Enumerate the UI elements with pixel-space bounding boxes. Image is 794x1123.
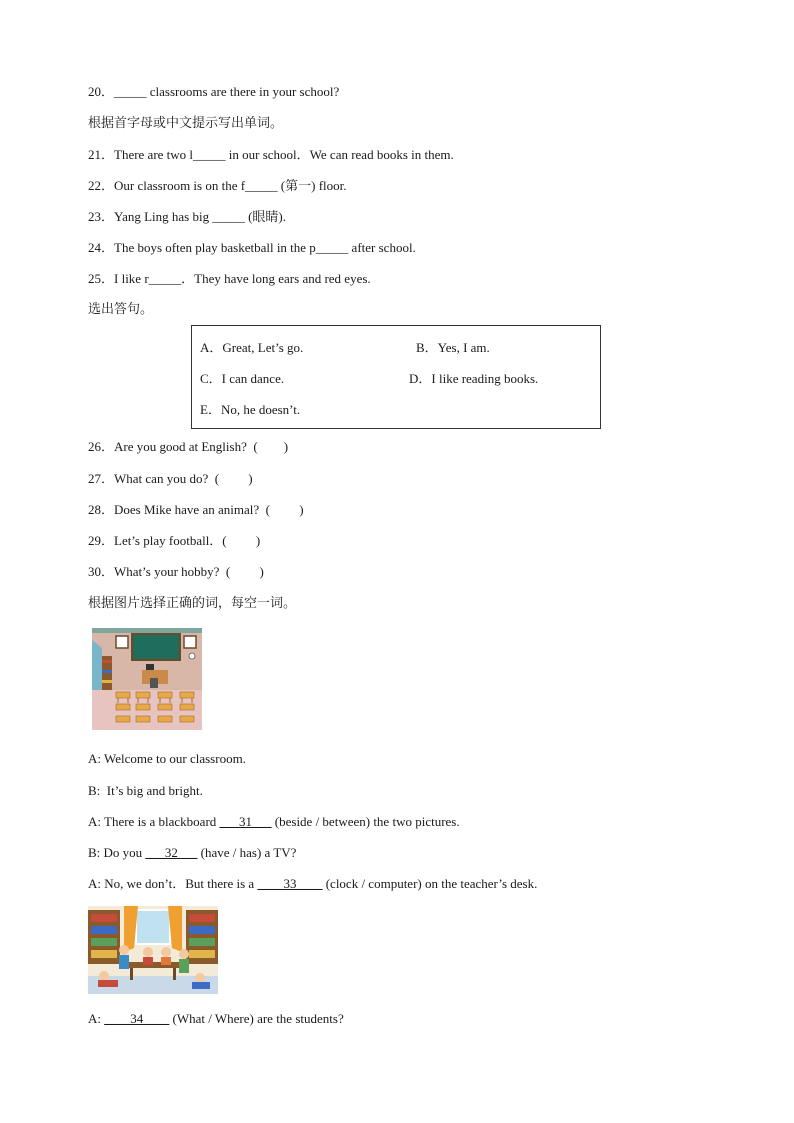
question-22: 22．Our classroom is on the f_____ (第一) floor. bbox=[88, 178, 347, 193]
dialogue-line-2: B: It’s big and bright. bbox=[88, 783, 203, 798]
classroom-illustration bbox=[88, 626, 204, 730]
option-b: B．Yes, I am. bbox=[416, 340, 490, 355]
question-30: 30．What’s your hobby? ( ) bbox=[88, 564, 264, 579]
option-c: C．I can dance. bbox=[200, 371, 285, 386]
question-27: 27．What can you do? ( ) bbox=[88, 471, 253, 486]
dialogue-line-4: B: Do you ___32___ (have / has) a TV? bbox=[88, 845, 297, 860]
question-20: 20．_____ classrooms are there in your school? bbox=[88, 84, 340, 99]
blank-34: ____34____ bbox=[104, 1011, 170, 1026]
question-28: 28．Does Mike have an animal? ( ) bbox=[88, 502, 304, 517]
dialogue-line-5: A: No, we don’t．But there is a ____33____ (clock / computer) on the teacher’s desk. bbox=[88, 876, 538, 891]
section-heading-answers: 选出答句。 bbox=[88, 302, 154, 317]
dialogue-line-3: A: There is a blackboard ___31___ (beside / between) the two pictures. bbox=[88, 814, 460, 829]
question-25: 25．I like r_____．They have long ears and red eyes. bbox=[88, 271, 371, 286]
blank-32: ___32___ bbox=[145, 845, 198, 860]
question-24: 24．The boys often play basketball in the p_____ after school. bbox=[88, 240, 416, 255]
option-d: D．I like reading books. bbox=[409, 371, 539, 386]
question-23: 23．Yang Ling has big _____ (眼睛). bbox=[88, 209, 287, 224]
blank-31: ___31___ bbox=[219, 814, 272, 829]
option-e: E．No, he doesn’t. bbox=[200, 402, 301, 417]
dialogue-line-6: A: ____34____ (What / Where) are the students? bbox=[88, 1011, 344, 1026]
question-29: 29．Let’s play football．( ) bbox=[88, 533, 261, 548]
library-illustration bbox=[88, 906, 218, 994]
blank-33: ____33____ bbox=[257, 876, 323, 891]
question-21: 21．There are two l_____ in our school．We can read books in them. bbox=[88, 147, 454, 162]
dialogue-line-1: A: Welcome to our classroom. bbox=[88, 751, 246, 766]
section-heading-words: 根据首字母或中文提示写出单词。 bbox=[88, 116, 284, 131]
section-heading-picture: 根据图片选择正确的词，每空一词。 bbox=[88, 596, 297, 611]
question-26: 26．Are you good at English? ( ) bbox=[88, 439, 289, 454]
option-a: A．Great, Let’s go. bbox=[200, 340, 304, 355]
answer-options-box bbox=[191, 325, 601, 429]
